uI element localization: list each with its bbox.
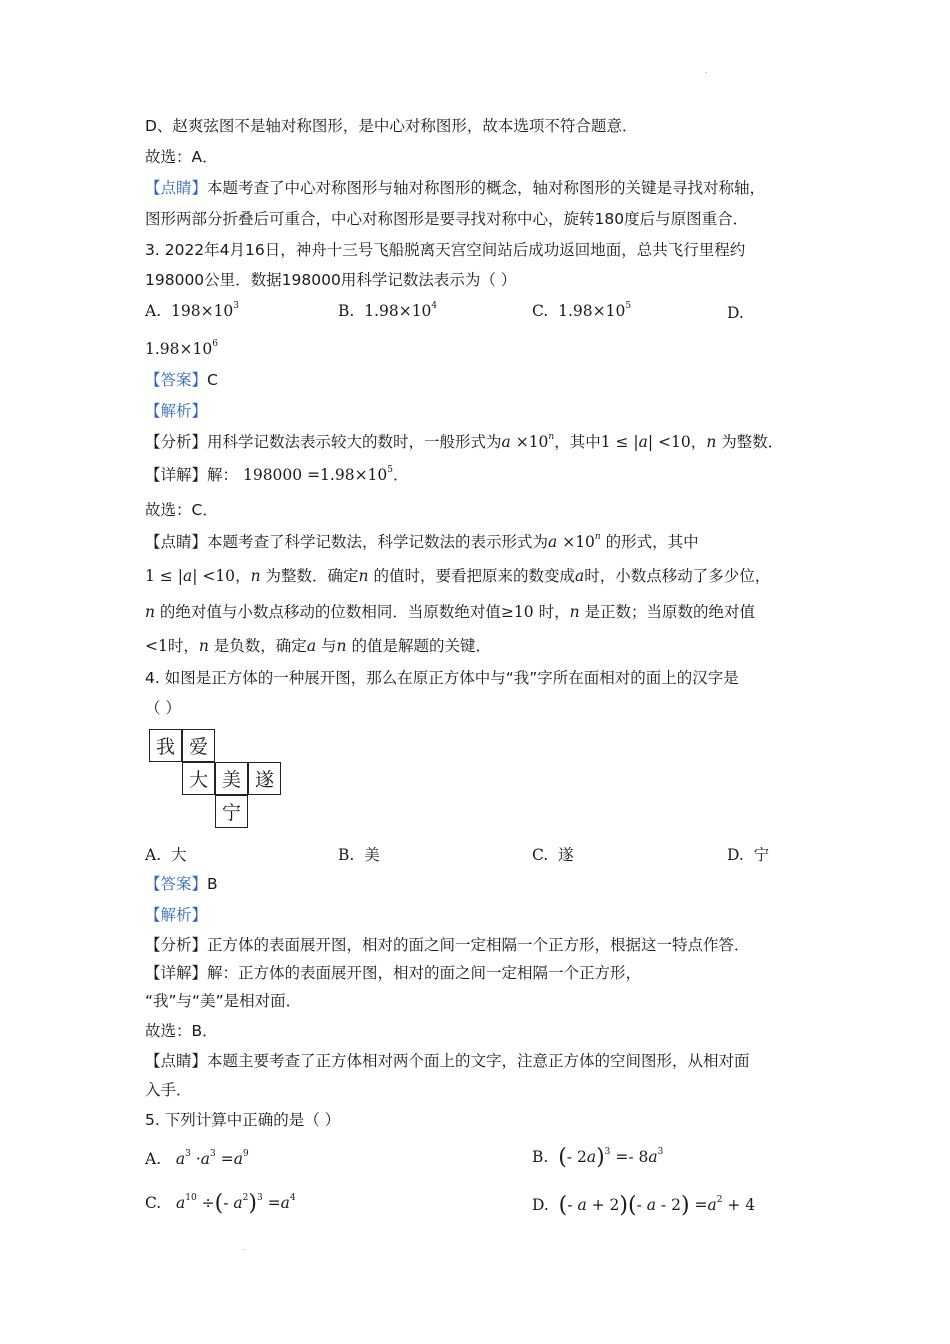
page-mark: . bbox=[705, 66, 708, 75]
comment-line: 入手． bbox=[145, 1081, 192, 1099]
page-mark: . bbox=[243, 1243, 246, 1252]
q4-option-d: D. 宁 bbox=[727, 846, 770, 864]
section-tag: 【点睛】 bbox=[145, 179, 208, 197]
q3-option-c: C. $1.98\times 10^5$ bbox=[532, 301, 632, 320]
answer-value: B bbox=[207, 875, 218, 893]
comment-line: 1 ≤ |a| <10，n 为整数．确定n 的值时，要看把原来的数变成a时，小数点移动了多少位， bbox=[145, 567, 771, 585]
net-cell-wo: 我 bbox=[149, 729, 182, 762]
question-5-stem: 5. 下列计算中正确的是（ ） bbox=[145, 1111, 341, 1129]
q5-option-b: B. (- $2a)^3 =- 8a^3$ bbox=[532, 1145, 664, 1170]
q4-option-b: B. 美 bbox=[338, 846, 380, 864]
q4-option-a: A. 大 bbox=[145, 846, 187, 864]
comment-line: n 的绝对值与小数点移动的位数相同．当原数绝对值≥10 时，n 是正数；当原数的绝对值 bbox=[145, 603, 756, 621]
answer-tag: 【答案】 bbox=[145, 875, 208, 893]
text-line: 图形两部分折叠后可重合，中心对称图形是要寻找对称中心，旋转180度后与原图重合． bbox=[145, 210, 749, 228]
q3-option-d-value: $1.98\times 10^6$ bbox=[145, 339, 218, 358]
detail-line: 【详解】解：正方体的表面展开图，相对的面之间一定相隔一个正方形， bbox=[145, 964, 642, 982]
net-cell-mei: 美 bbox=[215, 762, 248, 795]
q3-option-b: B. $1.98\times 10^4$ bbox=[338, 301, 438, 320]
net-cell-da: 大 bbox=[182, 762, 215, 795]
text-line: 【点睛】本题考查了中心对称图形与轴对称图形的概念，轴对称图形的关键是寻找对称轴， bbox=[145, 179, 766, 197]
text-line: 故选：C． bbox=[145, 501, 218, 519]
analysis-line: 【分析】正方体的表面展开图，相对的面之间一定相隔一个正方形，根据这一特点作答． bbox=[145, 936, 750, 954]
answer-line bbox=[145, 874, 218, 894]
question-4-stem: 4. 如图是正方体的一种展开图，那么在原正方体中与“我”字所在面相对的面上的汉字是 bbox=[145, 669, 739, 687]
q3-option-d-label: D. bbox=[727, 304, 744, 322]
analysis-tag: 【解析】 bbox=[145, 906, 208, 924]
detail-line: 【详解】解： $198000 =1.98\times 10^5$． bbox=[145, 465, 409, 484]
q4-option-c: C. 遂 bbox=[532, 846, 574, 864]
analysis-line: 【分析】用科学记数法表示较大的数时，一般形式为$a \times 10^n$，其中1 ≤ |a| <10，n 为整数． bbox=[145, 432, 784, 451]
answer-tag: 【答案】 bbox=[145, 371, 208, 389]
comment-line: 【点睛】本题考查了科学记数法，科学记数法的表示形式为$a \times 10^n$ 的形式，其中 bbox=[145, 532, 699, 551]
question-3-stem: 3. 2022年4月16日，神舟十三号飞船脱离天宫空间站后成功返回地面，总共飞行里程约 bbox=[145, 241, 746, 259]
question-3-stem: 198000公里．数据198000用科学记数法表示为（ ） bbox=[145, 271, 517, 289]
comment-line: <1时，n 是负数，确定a 与n 的值是解题的关键． bbox=[145, 637, 491, 655]
answer-value: C bbox=[207, 371, 218, 389]
net-cell-ai: 爱 bbox=[182, 729, 215, 762]
comment-line: 【点睛】本题主要考查了正方体相对两个面上的文字，注意正方体的空间图形，从相对面 bbox=[145, 1052, 750, 1070]
q3-option-a: A. $198\times 10^3$ bbox=[145, 301, 240, 320]
q5-option-c: C. $a^{10}$ ÷(- $a^2)^3 =a^4$ bbox=[145, 1191, 296, 1216]
analysis-tag: 【解析】 bbox=[145, 402, 208, 420]
text-line: 故选：A． bbox=[145, 148, 218, 166]
text-line: 故选：B． bbox=[145, 1022, 218, 1040]
q5-option-a: A. $a^3 \cdot a^3 =a^9$ bbox=[145, 1149, 249, 1168]
net-cell-ning: 宁 bbox=[215, 795, 248, 828]
answer-line bbox=[145, 370, 218, 390]
text-line: D、赵爽弦图不是轴对称图形，是中心对称图形，故本选项不符合题意． bbox=[145, 117, 638, 135]
detail-line: “我”与“美”是相对面． bbox=[145, 992, 302, 1010]
q5-option-d: D. (- a + 2)(- $a - 2) =a^2 + 4$ bbox=[532, 1193, 756, 1218]
question-4-stem: （ ） bbox=[145, 699, 181, 717]
net-cell-sui: 遂 bbox=[248, 762, 281, 795]
